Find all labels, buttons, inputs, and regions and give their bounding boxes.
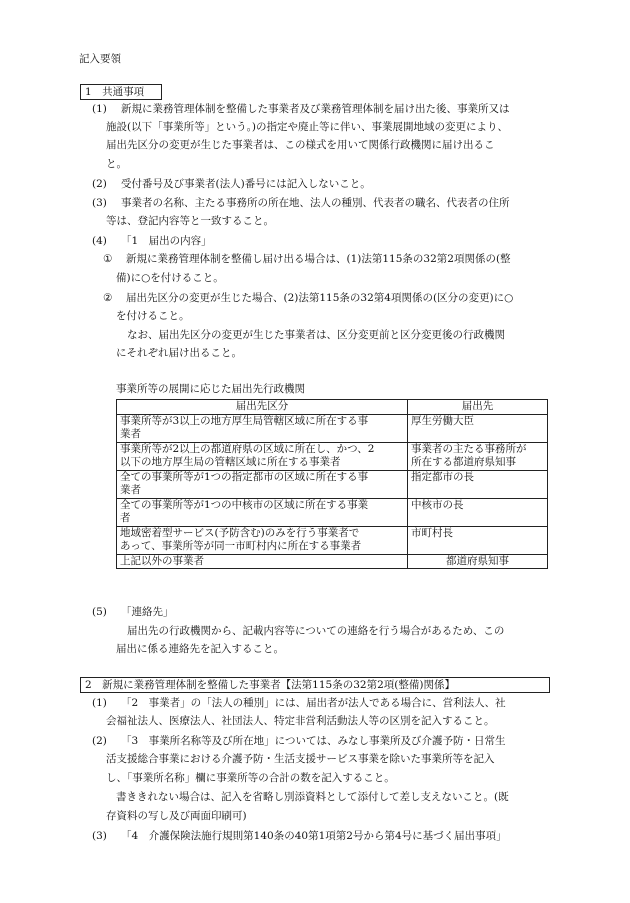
s2-item1-line2: 会福祉法人、医療法人、社団法人、特定非営利活動法人等の区別を記入すること。 bbox=[106, 715, 495, 727]
cell-line: 市町村長 bbox=[411, 526, 453, 539]
item2-num: (2) bbox=[92, 178, 107, 190]
table-row bbox=[117, 414, 548, 442]
cell-line: 中核市の長 bbox=[411, 498, 464, 511]
table-cell-category bbox=[117, 526, 408, 554]
cell-line: あって、事業所等が同一市町村内に所在する事業者 bbox=[120, 540, 362, 552]
table-header-row bbox=[117, 400, 548, 415]
item5-line1: 届出先の行政機関から、記載内容等についての連絡を行う場合があるため、この bbox=[127, 625, 505, 637]
item3-line1: 事業者の名称、主たる事務所の所在地、法人の種別、代表者の職名、代表者の住所 bbox=[121, 197, 510, 209]
cell-line: 全ての事業所等が1つの指定都市の区域に所在する事 bbox=[120, 470, 369, 483]
item3-line2: 等は、登記内容等と一致すること。 bbox=[106, 215, 274, 227]
note-line2: にそれぞれ届け出ること。 bbox=[116, 347, 242, 359]
cell-line: 事業者の主たる事務所が bbox=[411, 442, 527, 455]
destination-table bbox=[116, 399, 548, 569]
table-row bbox=[117, 470, 548, 498]
s2-note-line2: 存資料の写し及び両面印刷可) bbox=[106, 810, 247, 822]
table-cell-destination bbox=[408, 554, 548, 569]
s2-item2-line2: 活支援総合事業における介護予防・生活支援サービス事業を除いた事業所等を記入 bbox=[106, 753, 495, 765]
s2-item2-line3: し、「事業所名称」欄に事業所等の合計の数を記入すること。 bbox=[106, 772, 395, 784]
table-cell-category bbox=[117, 470, 408, 498]
table-cell-destination bbox=[408, 526, 548, 554]
item4-num: (4) bbox=[92, 235, 107, 247]
note-line1: なお、届出先区分の変更が生じた事業者は、区分変更前と区分変更後の行政機関 bbox=[127, 329, 505, 341]
cell-line: 上記以外の事業者 bbox=[120, 554, 204, 567]
table-cell-destination bbox=[408, 498, 548, 526]
item1-line3: 届出先区分の変更が生じた事業者は、この様式を用いて関係行政機関に届け出るこ bbox=[106, 139, 495, 151]
sub1-line1: 新規に業務管理体制を整備し届け出る場合は、(1)法第115条の32第2項関係の(整 bbox=[126, 253, 511, 265]
cell-line: 全ての事業所等が1つの中核市の区域に所在する事業 bbox=[120, 498, 369, 511]
table-row bbox=[117, 554, 548, 569]
item5-num: (5) bbox=[92, 606, 107, 618]
s2-item2-num: (2) bbox=[92, 735, 107, 747]
table-row bbox=[117, 498, 548, 526]
item4-title: 「1 届出の内容」 bbox=[121, 235, 212, 247]
item1-num: (1) bbox=[92, 103, 107, 115]
item2-line1: 受付番号及び事業者(法人)番号には記入しないこと。 bbox=[121, 178, 371, 190]
s2-note-line1: 書ききれない場合は、記入を省略し別添資料として添付して差し支えないこと。(既 bbox=[116, 791, 509, 803]
cell-line: 所在する都道府県知事 bbox=[411, 456, 516, 468]
table-header-destination: 届出先 bbox=[408, 400, 548, 415]
page-title: 記入要領 bbox=[79, 53, 121, 65]
table-cell-category bbox=[117, 442, 408, 470]
s2-item3-num: (3) bbox=[92, 830, 107, 842]
item1-line2: 施設(以下「事業所等」という。)の指定や廃止等に伴い、事業展開地域の変更により、 bbox=[106, 121, 508, 133]
item1-line4: と。 bbox=[106, 158, 127, 170]
table-row bbox=[117, 442, 548, 470]
s2-item2-line1: 「3 事業所名称等及び所在地」については、みなし事業所及び介護予防・日常生 bbox=[121, 735, 506, 747]
cell-line: 事業所等が3以上の地方厚生局管轄区域に所在する事 bbox=[120, 414, 369, 427]
s2-item1-line1: 「2 事業者」の「法人の種別」には、届出者が法人である場合に、営利法人、社 bbox=[121, 697, 506, 709]
sub1-num: ① bbox=[103, 253, 113, 265]
section1-heading: 1 共通事項 bbox=[80, 84, 162, 100]
section2-heading: 2 新規に業務管理体制を整備した事業者【法第115条の32第2項(整備)関係】 bbox=[80, 677, 550, 693]
sub2-num: ② bbox=[103, 292, 113, 304]
table-cell-destination bbox=[408, 470, 548, 498]
cell-line: 厚生労働大臣 bbox=[411, 414, 474, 427]
sub2-line1: 届出先区分の変更が生じた場合、(2)法第115条の32第4項関係の(区分の変更)に○ bbox=[126, 292, 514, 304]
sub1-line2: 備)に○を付けること。 bbox=[116, 272, 224, 284]
s2-item1-num: (1) bbox=[92, 697, 107, 709]
cell-line: 者 bbox=[120, 512, 131, 524]
table-header-category: 届出先区分 bbox=[117, 400, 408, 415]
s2-item3-line1: 「4 介護保険法施行規則第140条の40第1項第2号から第4号に基づく届出事項」 bbox=[121, 830, 507, 842]
cell-line: 都道府県知事 bbox=[446, 554, 509, 567]
table-cell-category bbox=[117, 414, 408, 442]
table-cell-destination bbox=[408, 414, 548, 442]
item5-line2: 届出に係る連絡先を記入すること。 bbox=[116, 643, 284, 655]
cell-line: 業者 bbox=[120, 428, 141, 440]
cell-line: 以下の地方厚生局の管轄区域に所在する事業者 bbox=[120, 456, 341, 468]
cell-line: 指定都市の長 bbox=[411, 470, 474, 483]
item5-title: 「連絡先」 bbox=[121, 606, 174, 618]
table-caption: 事業所等の展開に応じた届出先行政機関 bbox=[116, 383, 305, 395]
table-cell-category bbox=[117, 554, 408, 569]
cell-line: 事業所等が2以上の都道府県の区域に所在し、かつ、2 bbox=[120, 442, 375, 455]
table-cell-destination bbox=[408, 442, 548, 470]
table-cell-category bbox=[117, 498, 408, 526]
table-row bbox=[117, 526, 548, 554]
cell-line: 業者 bbox=[120, 484, 141, 496]
sub2-line2: を付けること。 bbox=[116, 310, 190, 322]
item3-num: (3) bbox=[92, 197, 107, 209]
item1-line1: 新規に業務管理体制を整備した事業者及び業務管理体制を届け出た後、事業所又は bbox=[121, 103, 510, 115]
cell-line: 地域密着型サービス(予防含む)のみを行う事業者で bbox=[120, 526, 360, 539]
